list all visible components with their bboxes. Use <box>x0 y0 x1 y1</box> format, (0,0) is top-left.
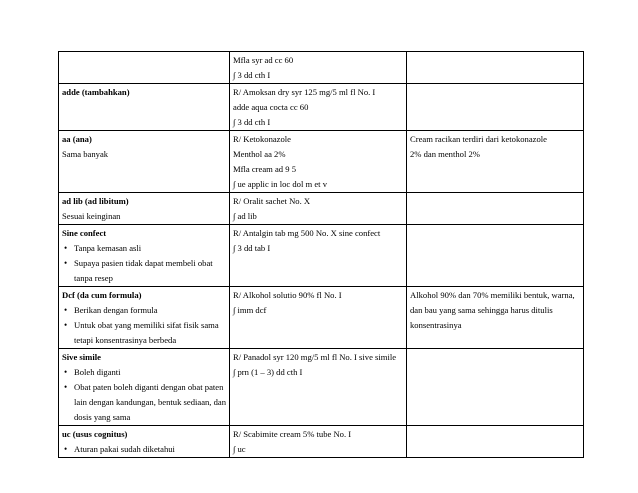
example-cell <box>230 287 407 349</box>
note-line: Alkohol 90% dan 70% memiliki bentuk, warna, dan bau yang sama sehingga harus ditulis konsentrasinya <box>410 290 575 330</box>
bullet-item: • Tanpa kemasan asli <box>74 241 226 256</box>
table-row <box>59 84 584 131</box>
term-cell <box>59 225 230 287</box>
term-heading: Sive simile <box>62 352 101 362</box>
example-line: Menthol aa 2% <box>233 149 286 159</box>
note-cell <box>407 84 584 131</box>
table-row <box>59 131 584 193</box>
example-line: ∫ imm dcf <box>233 305 267 315</box>
note-line: 2% dan menthol 2% <box>410 149 480 159</box>
example-cell <box>230 225 407 287</box>
bullet-list <box>62 365 226 425</box>
term-cell <box>59 287 230 349</box>
prescription-abbreviation-table <box>58 51 584 458</box>
bullet-list <box>62 241 226 286</box>
term-heading: adde (tambahkan) <box>62 87 130 97</box>
example-cell <box>230 349 407 426</box>
example-line: ∫ ad lib <box>233 211 257 221</box>
note-cell <box>407 52 584 84</box>
table-row <box>59 193 584 225</box>
example-line: R/ Alkohol solutio 90% fl No. I <box>233 290 342 300</box>
table-row <box>59 287 584 349</box>
example-line: R/ Oralit sachet No. X <box>233 196 311 206</box>
note-cell <box>407 287 584 349</box>
term-heading: aa (ana) <box>62 134 92 144</box>
example-line: Mfla syr ad cc 60 <box>233 55 294 65</box>
term-cell <box>59 131 230 193</box>
note-cell <box>407 225 584 287</box>
example-line: R/ Scabimite cream 5% tube No. I <box>233 429 352 439</box>
example-line: ∫ ue applic in loc dol m et v <box>233 179 327 189</box>
note-cell <box>407 193 584 225</box>
example-line: Mfla cream ad 9 5 <box>233 164 296 174</box>
example-line: ∫ uc <box>233 444 246 454</box>
term-heading: ad lib (ad libitum) <box>62 196 129 206</box>
term-heading: Dcf (da cum formula) <box>62 290 142 300</box>
example-line: R/ Antalgin tab mg 500 No. X sine confect <box>233 228 381 238</box>
example-line: adde aqua cocta cc 60 <box>233 102 309 112</box>
example-line: R/ Ketokonazole <box>233 134 291 144</box>
example-cell <box>230 52 407 84</box>
bullet-item: • Aturan pakai sudah diketahui <box>74 442 226 457</box>
term-meaning: Sesuai keinginan <box>62 211 121 221</box>
term-meaning: Sama banyak <box>62 149 109 159</box>
term-cell <box>59 349 230 426</box>
table-row <box>59 349 584 426</box>
note-cell <box>407 349 584 426</box>
example-line: ∫ 3 dd tab I <box>233 243 271 253</box>
term-heading: Sine confect <box>62 228 107 238</box>
example-line: ∫ 3 dd cth I <box>233 70 271 80</box>
bullet-item: • Obat paten boleh diganti dengan obat paten lain dengan kandungan, bentuk sediaan, dan dosis yang sama <box>74 380 226 425</box>
example-line: ∫ prn (1 – 3) dd cth I <box>233 367 303 377</box>
example-cell <box>230 84 407 131</box>
bullet-item: • Berikan dengan formula <box>74 303 226 318</box>
example-cell <box>230 131 407 193</box>
example-line: ∫ 3 dd cth I <box>233 117 271 127</box>
table-row <box>59 225 584 287</box>
table-row <box>59 426 584 458</box>
term-cell <box>59 426 230 458</box>
term-cell <box>59 193 230 225</box>
term-heading: uc (usus cognitus) <box>62 429 128 439</box>
bullet-item: • Boleh diganti <box>74 365 226 380</box>
bullet-item: • Supaya pasien tidak dapat membeli obat tanpa resep <box>74 256 226 286</box>
example-line: R/ Panadol syr 120 mg/5 ml fl No. I sive simile <box>233 352 397 362</box>
note-line: Cream racikan terdiri dari ketokonazole <box>410 134 547 144</box>
note-cell <box>407 426 584 458</box>
example-cell <box>230 426 407 458</box>
bullet-list <box>62 442 226 457</box>
bullet-list <box>62 303 226 348</box>
term-cell <box>59 52 230 84</box>
table-row <box>59 52 584 84</box>
example-line: R/ Amoksan dry syr 125 mg/5 ml fl No. I <box>233 87 376 97</box>
term-cell <box>59 84 230 131</box>
example-cell <box>230 193 407 225</box>
bullet-item: • Untuk obat yang memiliki sifat fisik sama tetapi konsentrasinya berbeda <box>74 318 226 348</box>
note-cell <box>407 131 584 193</box>
